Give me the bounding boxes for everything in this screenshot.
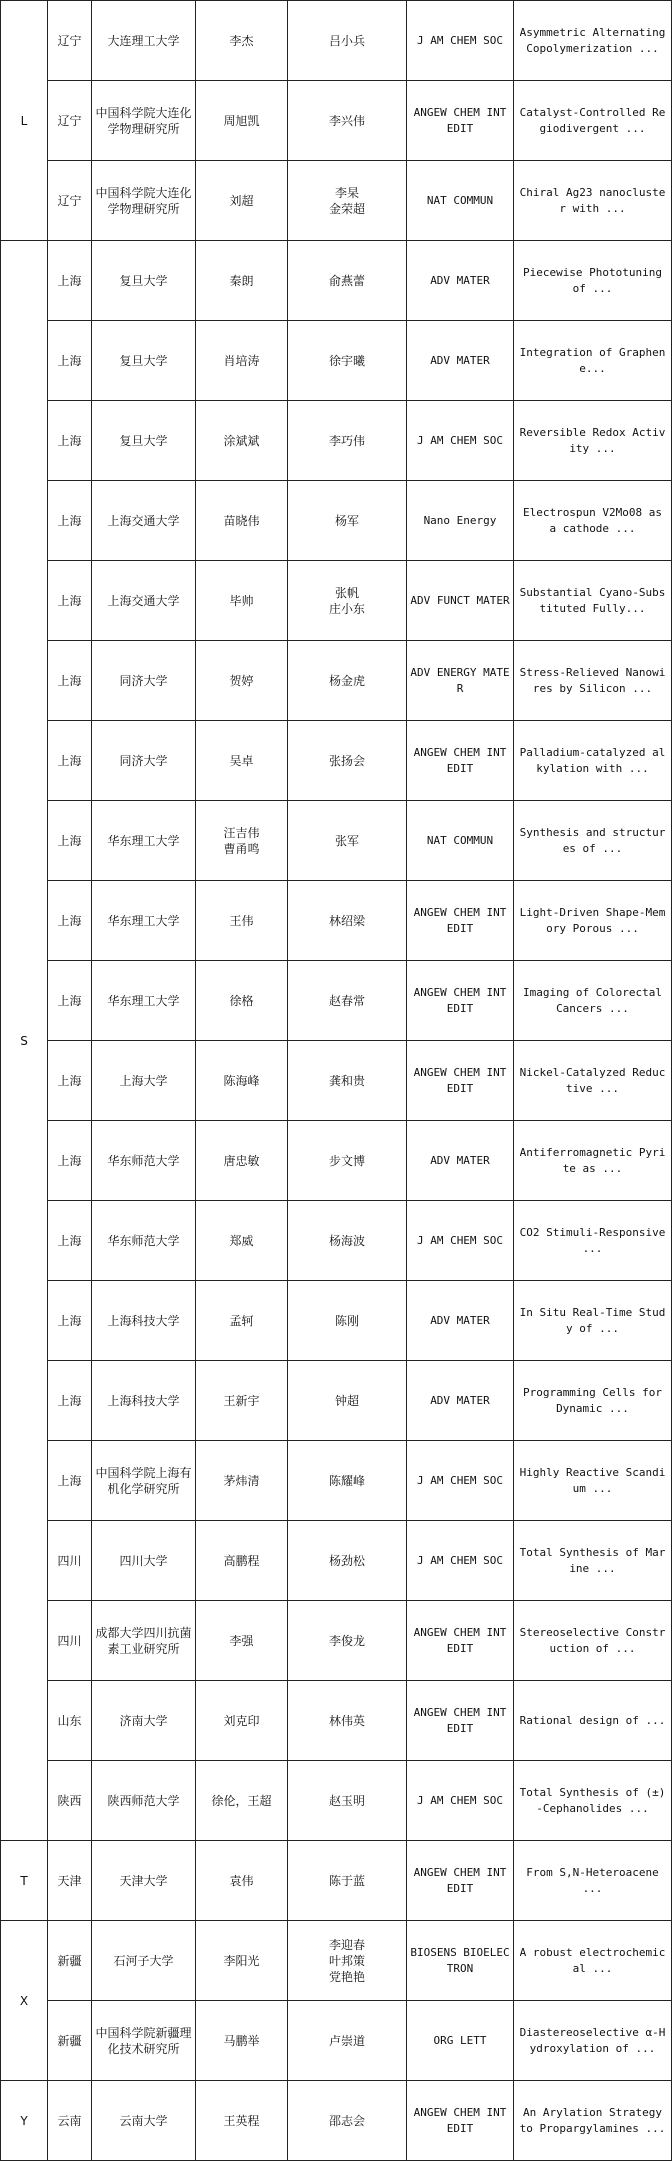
table-row: [1, 1921, 672, 2001]
paper-title-cell: In Situ Real-Time Study of ...: [514, 1281, 672, 1361]
first-author-cell: 刘克印: [196, 1681, 288, 1761]
table-row: [1, 2081, 672, 2161]
journal-cell: ADV MATER: [407, 321, 514, 401]
province-cell: 上海: [48, 241, 92, 321]
province-cell: 上海: [48, 1121, 92, 1201]
first-author-cell: 唐忠敏: [196, 1121, 288, 1201]
province-cell: 上海: [48, 401, 92, 481]
paper-title-cell: Total Synthesis of (±)-Cephanolides ...: [514, 1761, 672, 1841]
province-cell: 上海: [48, 801, 92, 881]
province-cell: 上海: [48, 721, 92, 801]
corresponding-author-cell: 张扬会: [288, 721, 407, 801]
paper-title-cell: An Arylation Strategy to Propargylamines ...: [514, 2081, 672, 2161]
institution-cell: 同济大学: [92, 721, 196, 801]
first-author-cell: 王新宇: [196, 1361, 288, 1441]
corresponding-author-cell: 赵春常: [288, 961, 407, 1041]
institution-cell: 石河子大学: [92, 1921, 196, 2001]
corresponding-author-cell: 陈于蓝: [288, 1841, 407, 1921]
table-row: [1, 481, 672, 561]
table-row: [1, 1841, 672, 1921]
first-author-cell: 王英程: [196, 2081, 288, 2161]
first-author-cell: 贺婷: [196, 641, 288, 721]
journal-cell: ADV MATER: [407, 1281, 514, 1361]
journal-cell: NAT COMMUN: [407, 161, 514, 241]
institution-cell: 中国科学院大连化学物理研究所: [92, 81, 196, 161]
institution-cell: 陕西师范大学: [92, 1761, 196, 1841]
province-cell: 四川: [48, 1521, 92, 1601]
province-cell: 四川: [48, 1601, 92, 1681]
journal-cell: ORG LETT: [407, 2001, 514, 2081]
paper-title-cell: Nickel-Catalyzed Reductive ...: [514, 1041, 672, 1121]
paper-title-cell: Diastereoselective α-Hydroxylation of ...: [514, 2001, 672, 2081]
corresponding-author-cell: 李俊龙: [288, 1601, 407, 1681]
table-row: [1, 1441, 672, 1521]
first-author-cell: 周旭凯: [196, 81, 288, 161]
corresponding-author-cell: 杨劲松: [288, 1521, 407, 1601]
journal-cell: ANGEW CHEM INT EDIT: [407, 2081, 514, 2161]
journal-cell: ADV MATER: [407, 241, 514, 321]
first-author-cell: 孟轲: [196, 1281, 288, 1361]
province-cell: 陕西: [48, 1761, 92, 1841]
first-author-cell: 袁伟: [196, 1841, 288, 1921]
group-letter-cell: L: [1, 1, 48, 241]
corresponding-author-cell: 杨军: [288, 481, 407, 561]
journal-cell: J AM CHEM SOC: [407, 1441, 514, 1521]
paper-title-cell: Catalyst-Controlled Regiodivergent ...: [514, 81, 672, 161]
table-row: [1, 1681, 672, 1761]
paper-title-cell: CO2 Stimuli-Responsive ...: [514, 1201, 672, 1281]
province-cell: 上海: [48, 1201, 92, 1281]
province-cell: 新疆: [48, 1921, 92, 2001]
table-row: [1, 1761, 672, 1841]
institution-cell: 上海交通大学: [92, 481, 196, 561]
province-cell: 天津: [48, 1841, 92, 1921]
journal-cell: Nano Energy: [407, 481, 514, 561]
journal-cell: ANGEW CHEM INT EDIT: [407, 961, 514, 1041]
paper-title-cell: Highly Reactive Scandium ...: [514, 1441, 672, 1521]
institution-cell: 中国科学院上海有机化学研究所: [92, 1441, 196, 1521]
table-row: [1, 641, 672, 721]
paper-title-cell: Asymmetric Alternating Copolymerization ...: [514, 1, 672, 81]
first-author-cell: 涂斌斌: [196, 401, 288, 481]
corresponding-author-cell: 杨海波: [288, 1201, 407, 1281]
journal-cell: ADV ENERGY MATER: [407, 641, 514, 721]
corresponding-author-cell: 林伟英: [288, 1681, 407, 1761]
paper-title-cell: Substantial Cyano-Substituted Fully...: [514, 561, 672, 641]
institution-cell: 上海科技大学: [92, 1361, 196, 1441]
paper-title-cell: Antiferromagnetic Pyrite as ...: [514, 1121, 672, 1201]
group-letter-cell: T: [1, 1841, 48, 1921]
province-cell: 上海: [48, 1281, 92, 1361]
paper-title-cell: Imaging of Colorectal Cancers ...: [514, 961, 672, 1041]
paper-title-cell: A robust electrochemical ...: [514, 1921, 672, 2001]
province-cell: 上海: [48, 961, 92, 1041]
corresponding-author-cell: 张军: [288, 801, 407, 881]
table-row: [1, 81, 672, 161]
corresponding-author-cell: 钟超: [288, 1361, 407, 1441]
institution-cell: 济南大学: [92, 1681, 196, 1761]
first-author-cell: 徐格: [196, 961, 288, 1041]
journal-cell: ANGEW CHEM INT EDIT: [407, 1601, 514, 1681]
journal-cell: J AM CHEM SOC: [407, 401, 514, 481]
first-author-cell: 郑威: [196, 1201, 288, 1281]
province-cell: 上海: [48, 321, 92, 401]
group-letter-cell: S: [1, 241, 48, 1841]
province-cell: 上海: [48, 481, 92, 561]
journal-cell: J AM CHEM SOC: [407, 1521, 514, 1601]
paper-title-cell: Electrospun V2Mo08 as a cathode ...: [514, 481, 672, 561]
table-row: [1, 241, 672, 321]
first-author-cell: 汪吉伟 曹甬鸣: [196, 801, 288, 881]
institution-cell: 华东师范大学: [92, 1201, 196, 1281]
institution-cell: 天津大学: [92, 1841, 196, 1921]
corresponding-author-cell: 陈耀峰: [288, 1441, 407, 1521]
paper-title-cell: Piecewise Phototuning of ...: [514, 241, 672, 321]
journal-cell: ANGEW CHEM INT EDIT: [407, 881, 514, 961]
institution-cell: 成都大学四川抗菌素工业研究所: [92, 1601, 196, 1681]
corresponding-author-cell: 李兴伟: [288, 81, 407, 161]
first-author-cell: 马鹏举: [196, 2001, 288, 2081]
group-letter-cell: Y: [1, 2081, 48, 2161]
paper-title-cell: Chiral Ag23 nanocluster with ...: [514, 161, 672, 241]
table-row: [1, 721, 672, 801]
province-cell: 上海: [48, 641, 92, 721]
journal-cell: J AM CHEM SOC: [407, 1, 514, 81]
paper-title-cell: Light-Driven Shape-Memory Porous ...: [514, 881, 672, 961]
table-row: [1, 1361, 672, 1441]
institution-cell: 复旦大学: [92, 401, 196, 481]
corresponding-author-cell: 俞燕蕾: [288, 241, 407, 321]
journal-cell: NAT COMMUN: [407, 801, 514, 881]
institution-cell: 华东理工大学: [92, 961, 196, 1041]
corresponding-author-cell: 李杲 金荣超: [288, 161, 407, 241]
table-row: [1, 401, 672, 481]
table-row: [1, 1121, 672, 1201]
first-author-cell: 茅炜清: [196, 1441, 288, 1521]
table-row: [1, 881, 672, 961]
province-cell: 上海: [48, 561, 92, 641]
institution-cell: 四川大学: [92, 1521, 196, 1601]
journal-cell: ADV MATER: [407, 1121, 514, 1201]
first-author-cell: 苗晓伟: [196, 481, 288, 561]
corresponding-author-cell: 李迎春 叶邦策 党艳艳: [288, 1921, 407, 2001]
paper-title-cell: From S,N-Heteroacene ...: [514, 1841, 672, 1921]
table-row: [1, 1041, 672, 1121]
first-author-cell: 陈海峰: [196, 1041, 288, 1121]
first-author-cell: 刘超: [196, 161, 288, 241]
institution-cell: 上海交通大学: [92, 561, 196, 641]
table-row: [1, 1521, 672, 1601]
journal-cell: ANGEW CHEM INT EDIT: [407, 1841, 514, 1921]
province-cell: 辽宁: [48, 1, 92, 81]
journal-cell: ANGEW CHEM INT EDIT: [407, 721, 514, 801]
first-author-cell: 王伟: [196, 881, 288, 961]
table-body: [1, 1, 672, 2161]
first-author-cell: 李强: [196, 1601, 288, 1681]
first-author-cell: 李阳光: [196, 1921, 288, 2001]
institution-cell: 华东理工大学: [92, 881, 196, 961]
corresponding-author-cell: 赵玉明: [288, 1761, 407, 1841]
table-row: [1, 1601, 672, 1681]
corresponding-author-cell: 卢崇道: [288, 2001, 407, 2081]
institution-cell: 复旦大学: [92, 241, 196, 321]
corresponding-author-cell: 杨金虎: [288, 641, 407, 721]
first-author-cell: 秦朗: [196, 241, 288, 321]
province-cell: 山东: [48, 1681, 92, 1761]
table-row: [1, 161, 672, 241]
institution-cell: 中国科学院新疆理化技术研究所: [92, 2001, 196, 2081]
journal-cell: ADV MATER: [407, 1361, 514, 1441]
corresponding-author-cell: 陈刚: [288, 1281, 407, 1361]
table-row: [1, 1, 672, 81]
table-row: [1, 561, 672, 641]
journal-cell: J AM CHEM SOC: [407, 1761, 514, 1841]
first-author-cell: 高鹏程: [196, 1521, 288, 1601]
journal-cell: BIOSENS BIOELECTRON: [407, 1921, 514, 2001]
paper-title-cell: Stereoselective Construction of ...: [514, 1601, 672, 1681]
institution-cell: 同济大学: [92, 641, 196, 721]
corresponding-author-cell: 邵志会: [288, 2081, 407, 2161]
paper-title-cell: Synthesis and structures of ...: [514, 801, 672, 881]
table-row: [1, 1281, 672, 1361]
corresponding-author-cell: 林绍梁: [288, 881, 407, 961]
corresponding-author-cell: 李巧伟: [288, 401, 407, 481]
corresponding-author-cell: 徐宇曦: [288, 321, 407, 401]
corresponding-author-cell: 吕小兵: [288, 1, 407, 81]
province-cell: 上海: [48, 1441, 92, 1521]
table-row: [1, 2001, 672, 2081]
province-cell: 上海: [48, 1041, 92, 1121]
group-letter-cell: X: [1, 1921, 48, 2081]
corresponding-author-cell: 龚和贵: [288, 1041, 407, 1121]
journal-cell: ANGEW CHEM INT EDIT: [407, 1041, 514, 1121]
paper-title-cell: Reversible Redox Activity ...: [514, 401, 672, 481]
paper-title-cell: Integration of Graphene...: [514, 321, 672, 401]
first-author-cell: 徐伦，王超: [196, 1761, 288, 1841]
first-author-cell: 毕帅: [196, 561, 288, 641]
province-cell: 辽宁: [48, 81, 92, 161]
journal-cell: ANGEW CHEM INT EDIT: [407, 1681, 514, 1761]
institution-cell: 华东师范大学: [92, 1121, 196, 1201]
province-cell: 上海: [48, 881, 92, 961]
province-cell: 云南: [48, 2081, 92, 2161]
table-row: [1, 321, 672, 401]
first-author-cell: 李杰: [196, 1, 288, 81]
institution-cell: 复旦大学: [92, 321, 196, 401]
journal-cell: ADV FUNCT MATER: [407, 561, 514, 641]
institution-cell: 中国科学院大连化学物理研究所: [92, 161, 196, 241]
institution-cell: 大连理工大学: [92, 1, 196, 81]
first-author-cell: 肖培涛: [196, 321, 288, 401]
corresponding-author-cell: 步文博: [288, 1121, 407, 1201]
first-author-cell: 吴卓: [196, 721, 288, 801]
institution-cell: 上海科技大学: [92, 1281, 196, 1361]
institution-cell: 上海大学: [92, 1041, 196, 1121]
province-cell: 辽宁: [48, 161, 92, 241]
journal-cell: ANGEW CHEM INT EDIT: [407, 81, 514, 161]
table-row: [1, 961, 672, 1041]
journal-cell: J AM CHEM SOC: [407, 1201, 514, 1281]
province-cell: 新疆: [48, 2001, 92, 2081]
paper-title-cell: Programming Cells for Dynamic ...: [514, 1361, 672, 1441]
province-cell: 上海: [48, 1361, 92, 1441]
table-row: [1, 801, 672, 881]
paper-title-cell: Rational design of ...: [514, 1681, 672, 1761]
paper-title-cell: Palladium-catalyzed alkylation with ...: [514, 721, 672, 801]
table-row: [1, 1201, 672, 1281]
corresponding-author-cell: 张帆 庄小东: [288, 561, 407, 641]
institution-cell: 云南大学: [92, 2081, 196, 2161]
paper-title-cell: Stress-Relieved Nanowires by Silicon ...: [514, 641, 672, 721]
paper-title-cell: Total Synthesis of Marine ...: [514, 1521, 672, 1601]
institution-cell: 华东理工大学: [92, 801, 196, 881]
